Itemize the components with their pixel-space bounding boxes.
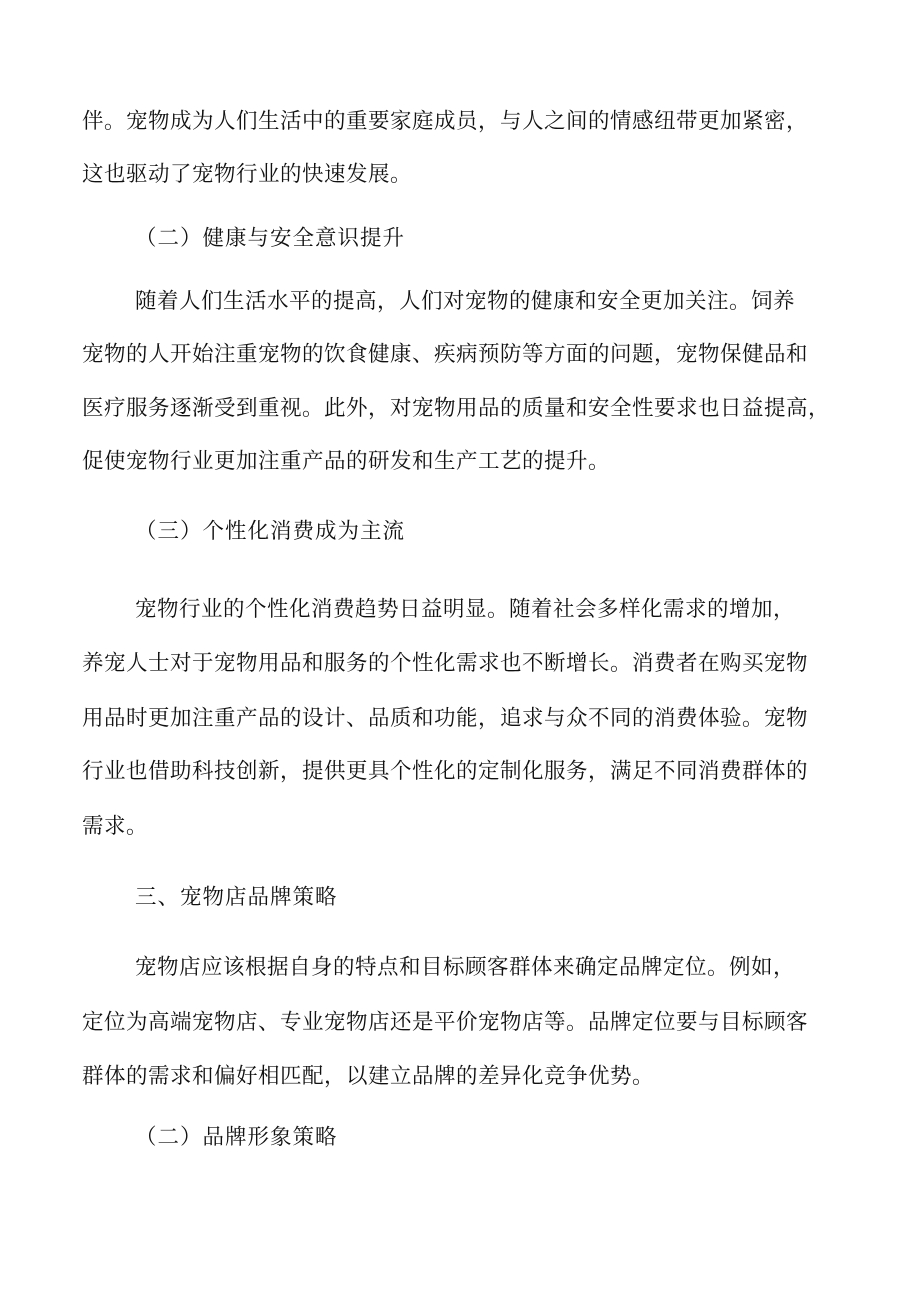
paragraph-2-line-1: 随着人们生活水平的提高，人们对宠物的健康和安全更加关注。饲养 xyxy=(135,289,796,314)
paragraph-1-line-1: 伴。宠物成为人们生活中的重要家庭成员，与人之间的情感纽带更加紧密， xyxy=(82,109,809,134)
section-heading-brand-strategy: 三、宠物店品牌策略 xyxy=(135,885,338,910)
paragraph-4-line-1: 宠物店应该根据自身的特点和目标顾客群体来确定品牌定位。例如， xyxy=(135,955,796,980)
paragraph-3-line-2: 养宠人士对于宠物用品和服务的个性化需求也不断增长。消费者在购买宠物 xyxy=(82,651,809,676)
paragraph-2-line-2: 宠物的人开始注重宠物的饮食健康、疾病预防等方面的问题，宠物保健品和 xyxy=(82,342,809,367)
paragraph-3-line-5: 需求。 xyxy=(82,814,149,839)
paragraph-3-line-4: 行业也借助科技创新，提供更具个性化的定制化服务，满足不同消费群体的 xyxy=(82,759,809,784)
paragraph-4-line-3: 群体的需求和偏好相匹配，以建立品牌的差异化竞争优势。 xyxy=(82,1064,655,1089)
paragraph-4-line-2: 定位为高端宠物店、专业宠物店还是平价宠物店等。品牌定位要与目标顾客 xyxy=(82,1010,809,1035)
paragraph-3-line-3: 用品时更加注重产品的设计、品质和功能，追求与众不同的消费体验。宠物 xyxy=(82,706,809,731)
heading-personalized-consumption: （三）个性化消费成为主流 xyxy=(135,519,406,544)
paragraph-1-line-2: 这也驱动了宠物行业的快速发展。 xyxy=(82,162,413,187)
paragraph-3-line-1: 宠物行业的个性化消费趋势日益明显。随着社会多样化需求的增加， xyxy=(135,597,796,622)
paragraph-2-line-3: 医疗服务逐渐受到重视。此外，对宠物用品的质量和安全性要求也日益提高， xyxy=(82,396,831,421)
heading-brand-image: （二）品牌形象策略 xyxy=(135,1125,338,1150)
heading-health-safety: （二）健康与安全意识提升 xyxy=(135,226,406,251)
paragraph-2-line-4: 促使宠物行业更加注重产品的研发和生产工艺的提升。 xyxy=(82,449,611,474)
